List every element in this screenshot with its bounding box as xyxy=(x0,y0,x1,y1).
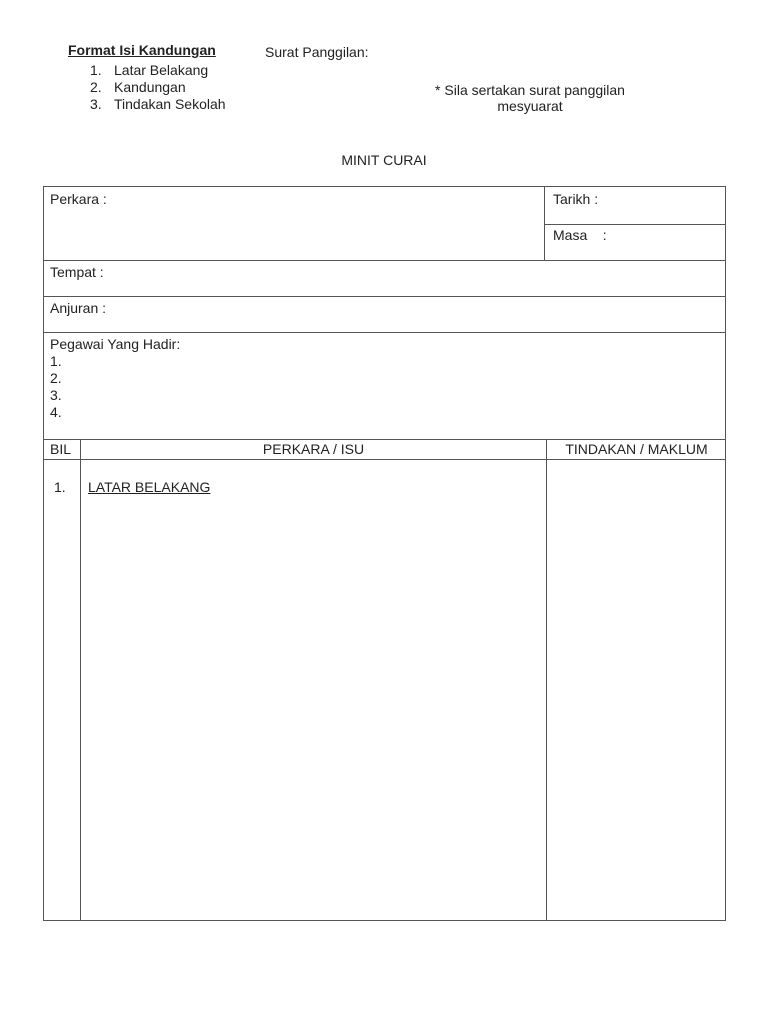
attachment-note-line: mesyuarat xyxy=(497,98,563,114)
list-item xyxy=(90,62,226,79)
column-header-perkara: PERKARA / ISU xyxy=(262,441,365,457)
row-number: 1. xyxy=(54,479,66,495)
format-list xyxy=(90,62,226,113)
list-item-label: Tindakan Sekolah xyxy=(114,96,226,112)
list-item-number: 2. xyxy=(90,79,102,95)
tarikh-field: Tarikh : xyxy=(553,191,599,207)
divider xyxy=(544,187,545,260)
row-heading: LATAR BELAKANG xyxy=(88,479,211,495)
column-header-tindakan: TINDAKAN / MAKLUM xyxy=(565,441,708,457)
attachment-note-line: * Sila sertakan surat panggilan xyxy=(435,82,625,98)
list-item xyxy=(90,79,226,96)
minutes-form xyxy=(43,186,726,921)
pegawai-number: 4. xyxy=(50,404,62,420)
column-header-bil: BIL xyxy=(50,441,72,457)
pegawai-section xyxy=(50,336,180,421)
divider xyxy=(44,296,726,297)
pegawai-number: 3. xyxy=(50,387,62,403)
list-item-label: Kandungan xyxy=(114,79,186,95)
divider xyxy=(44,260,726,261)
pegawai-number: 2. xyxy=(50,370,62,386)
list-item xyxy=(90,96,226,113)
divider xyxy=(44,332,726,333)
format-title: Format Isi Kandungan xyxy=(68,42,216,58)
document-title: MINIT CURAI xyxy=(341,152,427,168)
divider xyxy=(546,439,547,920)
surat-panggilan-label: Surat Panggilan: xyxy=(265,44,369,60)
masa-field: Masa : xyxy=(553,227,607,243)
attachment-note xyxy=(420,82,640,114)
list-item-number: 1. xyxy=(90,62,102,78)
divider xyxy=(44,459,726,460)
divider xyxy=(80,439,81,920)
list-item-label: Latar Belakang xyxy=(114,62,209,78)
perkara-field: Perkara : xyxy=(50,191,107,207)
list-item-number: 3. xyxy=(90,96,102,112)
divider xyxy=(544,224,726,225)
pegawai-number: 1. xyxy=(50,353,62,369)
divider xyxy=(44,439,726,440)
tempat-field: Tempat : xyxy=(50,264,104,280)
pegawai-title: Pegawai Yang Hadir: xyxy=(50,336,181,352)
anjuran-field: Anjuran : xyxy=(50,300,107,316)
